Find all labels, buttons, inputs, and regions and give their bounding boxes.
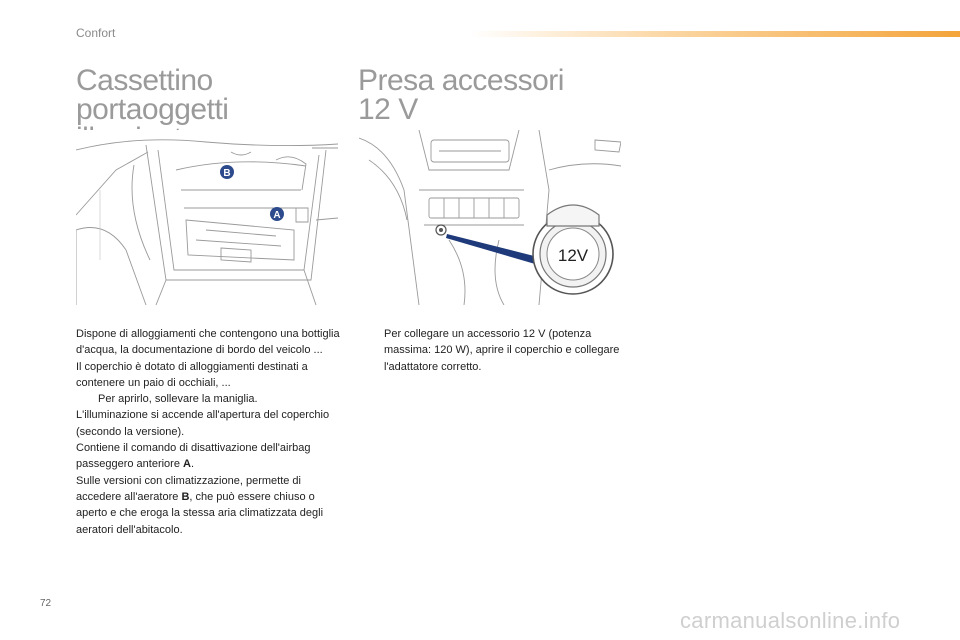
left-paragraph-1: Dispone di alloggiamenti che contengono una bottiglia d'acqua, la documentazione di bordo del veicolo ... xyxy=(76,328,340,357)
left-paragraph-4-bold: A xyxy=(183,458,191,471)
glovebox-illustration xyxy=(76,130,338,305)
left-title-line1: Cassettino xyxy=(76,64,213,97)
left-bullet-1-row xyxy=(76,391,342,407)
left-body xyxy=(76,326,342,538)
left-paragraph-5 xyxy=(76,473,342,538)
left-bullet-1: Per aprirlo, sollevare la maniglia. xyxy=(98,393,258,406)
bullet-marker-icon xyxy=(360,326,384,375)
left-paragraph-3: L'illuminazione si accende all'apertura del coperchio (secondo la versione). xyxy=(76,409,330,438)
watermark: carmanualsonline.info xyxy=(680,608,901,633)
left-paragraph-5-bold: B xyxy=(181,490,190,503)
bullet-marker-icon xyxy=(76,391,98,407)
label-b-marker xyxy=(220,165,234,179)
left-paragraph-5-text: Sulle versioni con climatizzazione, permette di accedere all'aeratore xyxy=(76,474,301,503)
page-number: 72 xyxy=(40,598,52,609)
section-label: Confort xyxy=(76,26,116,40)
label-a: A xyxy=(273,210,281,221)
left-paragraph-4-text: Contiene il comando di disattivazione dell'airbag passeggero anteriore xyxy=(76,442,311,471)
left-paragraph-2: Il coperchio è dotato di alloggiamenti destinati a contenere un paio di occhiali, ... xyxy=(76,360,308,389)
left-paragraph-4 xyxy=(76,440,342,473)
left-paragraph-4-end: . xyxy=(190,458,195,471)
right-title-line2: 12 V xyxy=(358,93,418,126)
header-accent-bar xyxy=(470,31,960,37)
socket-illustration xyxy=(359,130,621,305)
left-paragraph-5-end: , che può essere chiuso o aperto e che eroga la stessa aria climatizzata degli aeratori dell'abitacolo. xyxy=(76,490,324,536)
right-title-line1: Presa accessori xyxy=(358,64,564,97)
right-title xyxy=(358,66,618,124)
right-bullet-1: Per collegare un accessorio 12 V (potenza massima: 120 W), aprire il coperchio e collegare l'adattatore corretto. xyxy=(384,328,620,373)
left-title-line2: portaoggetti xyxy=(76,93,229,126)
label-a-marker xyxy=(270,207,284,221)
right-bullet-row xyxy=(360,326,626,375)
label-b: B xyxy=(223,168,231,179)
socket-12v-label: 12V xyxy=(557,246,589,265)
